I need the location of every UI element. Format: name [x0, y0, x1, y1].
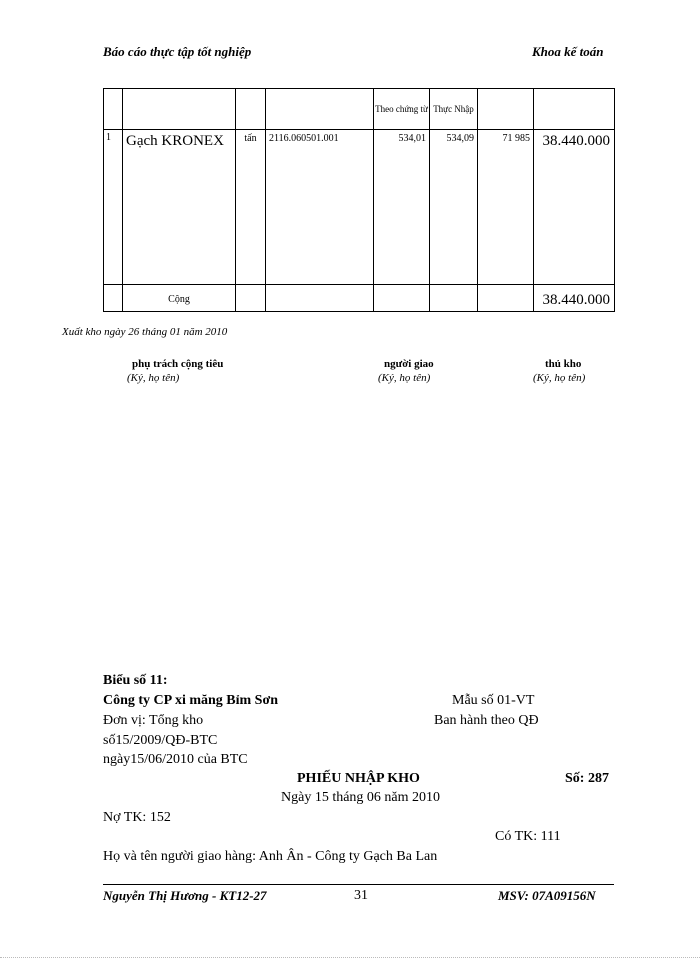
header-left: Báo cáo thực tập tốt nghiệp — [103, 44, 252, 59]
unit-name: Đơn vị: Tổng kho — [103, 713, 204, 728]
issue-date: Xuất kho ngày 26 tháng 01 năm 2010 — [62, 326, 228, 338]
table-row — [104, 130, 615, 285]
deliverer-line: Họ và tên người giao hàng: Anh Ân - Công ty Gạch Ba Lan — [103, 849, 438, 864]
row-qty-theo: 534,01 — [374, 130, 430, 285]
table-total-row — [104, 285, 615, 312]
footer-rule — [103, 884, 614, 885]
page-title: PHIẾU NHẬP KHO — [297, 771, 420, 786]
row-qty-thuc: 534,09 — [430, 130, 478, 285]
row-stt: 1 — [104, 130, 123, 285]
page-break-line — [0, 957, 700, 958]
goods-table — [103, 88, 615, 312]
issued-by: Ban hành theo QĐ — [434, 713, 539, 728]
credit-account: Có TK: 111 — [495, 829, 561, 844]
row-item-name: Gạch KRONEX — [123, 130, 236, 285]
signature-title-2: người giao — [384, 358, 434, 370]
row-unit: tấn — [236, 130, 266, 285]
decision-date: ngày15/06/2010 của BTC — [103, 752, 248, 767]
footer-msv: MSV: 07A09156N — [498, 888, 596, 903]
footer-page-number: 31 — [354, 888, 368, 903]
total-amount: 38.440.000 — [534, 285, 615, 312]
signature-note-1: (Ký, họ tên) — [127, 372, 180, 384]
col-theo-chung-tu: Theo chứng từ — [374, 89, 430, 130]
receipt-number: Số: 287 — [565, 771, 609, 786]
total-label: Cộng — [123, 285, 236, 312]
debit-account: Nợ TK: 152 — [103, 810, 171, 825]
header-right: Khoa kế toán — [532, 44, 604, 59]
table-header-row — [104, 89, 615, 130]
signature-title-1: phụ trách cộng tiêu — [132, 358, 224, 370]
receipt-date: Ngày 15 tháng 06 năm 2010 — [281, 790, 441, 805]
row-unit-price: 71 985 — [478, 130, 534, 285]
row-amount: 38.440.000 — [534, 130, 615, 285]
template-number: Mẫu số 01-VT — [452, 693, 535, 708]
form-label: Biểu số 11: — [103, 673, 168, 688]
col-thuc-nhap: Thực Nhập — [430, 89, 478, 130]
signature-note-3: (Ký, họ tên) — [533, 372, 586, 384]
footer-author: Nguyễn Thị Hương - KT12-27 — [103, 888, 267, 903]
signature-title-3: thủ kho — [545, 358, 582, 370]
row-code: 2116.060501.001 — [266, 130, 374, 285]
signature-note-2: (Ký, họ tên) — [378, 372, 431, 384]
company-name: Công ty CP xi măng Bỉm Sơn — [103, 693, 278, 708]
decision-number: số15/2009/QĐ-BTC — [103, 733, 218, 748]
